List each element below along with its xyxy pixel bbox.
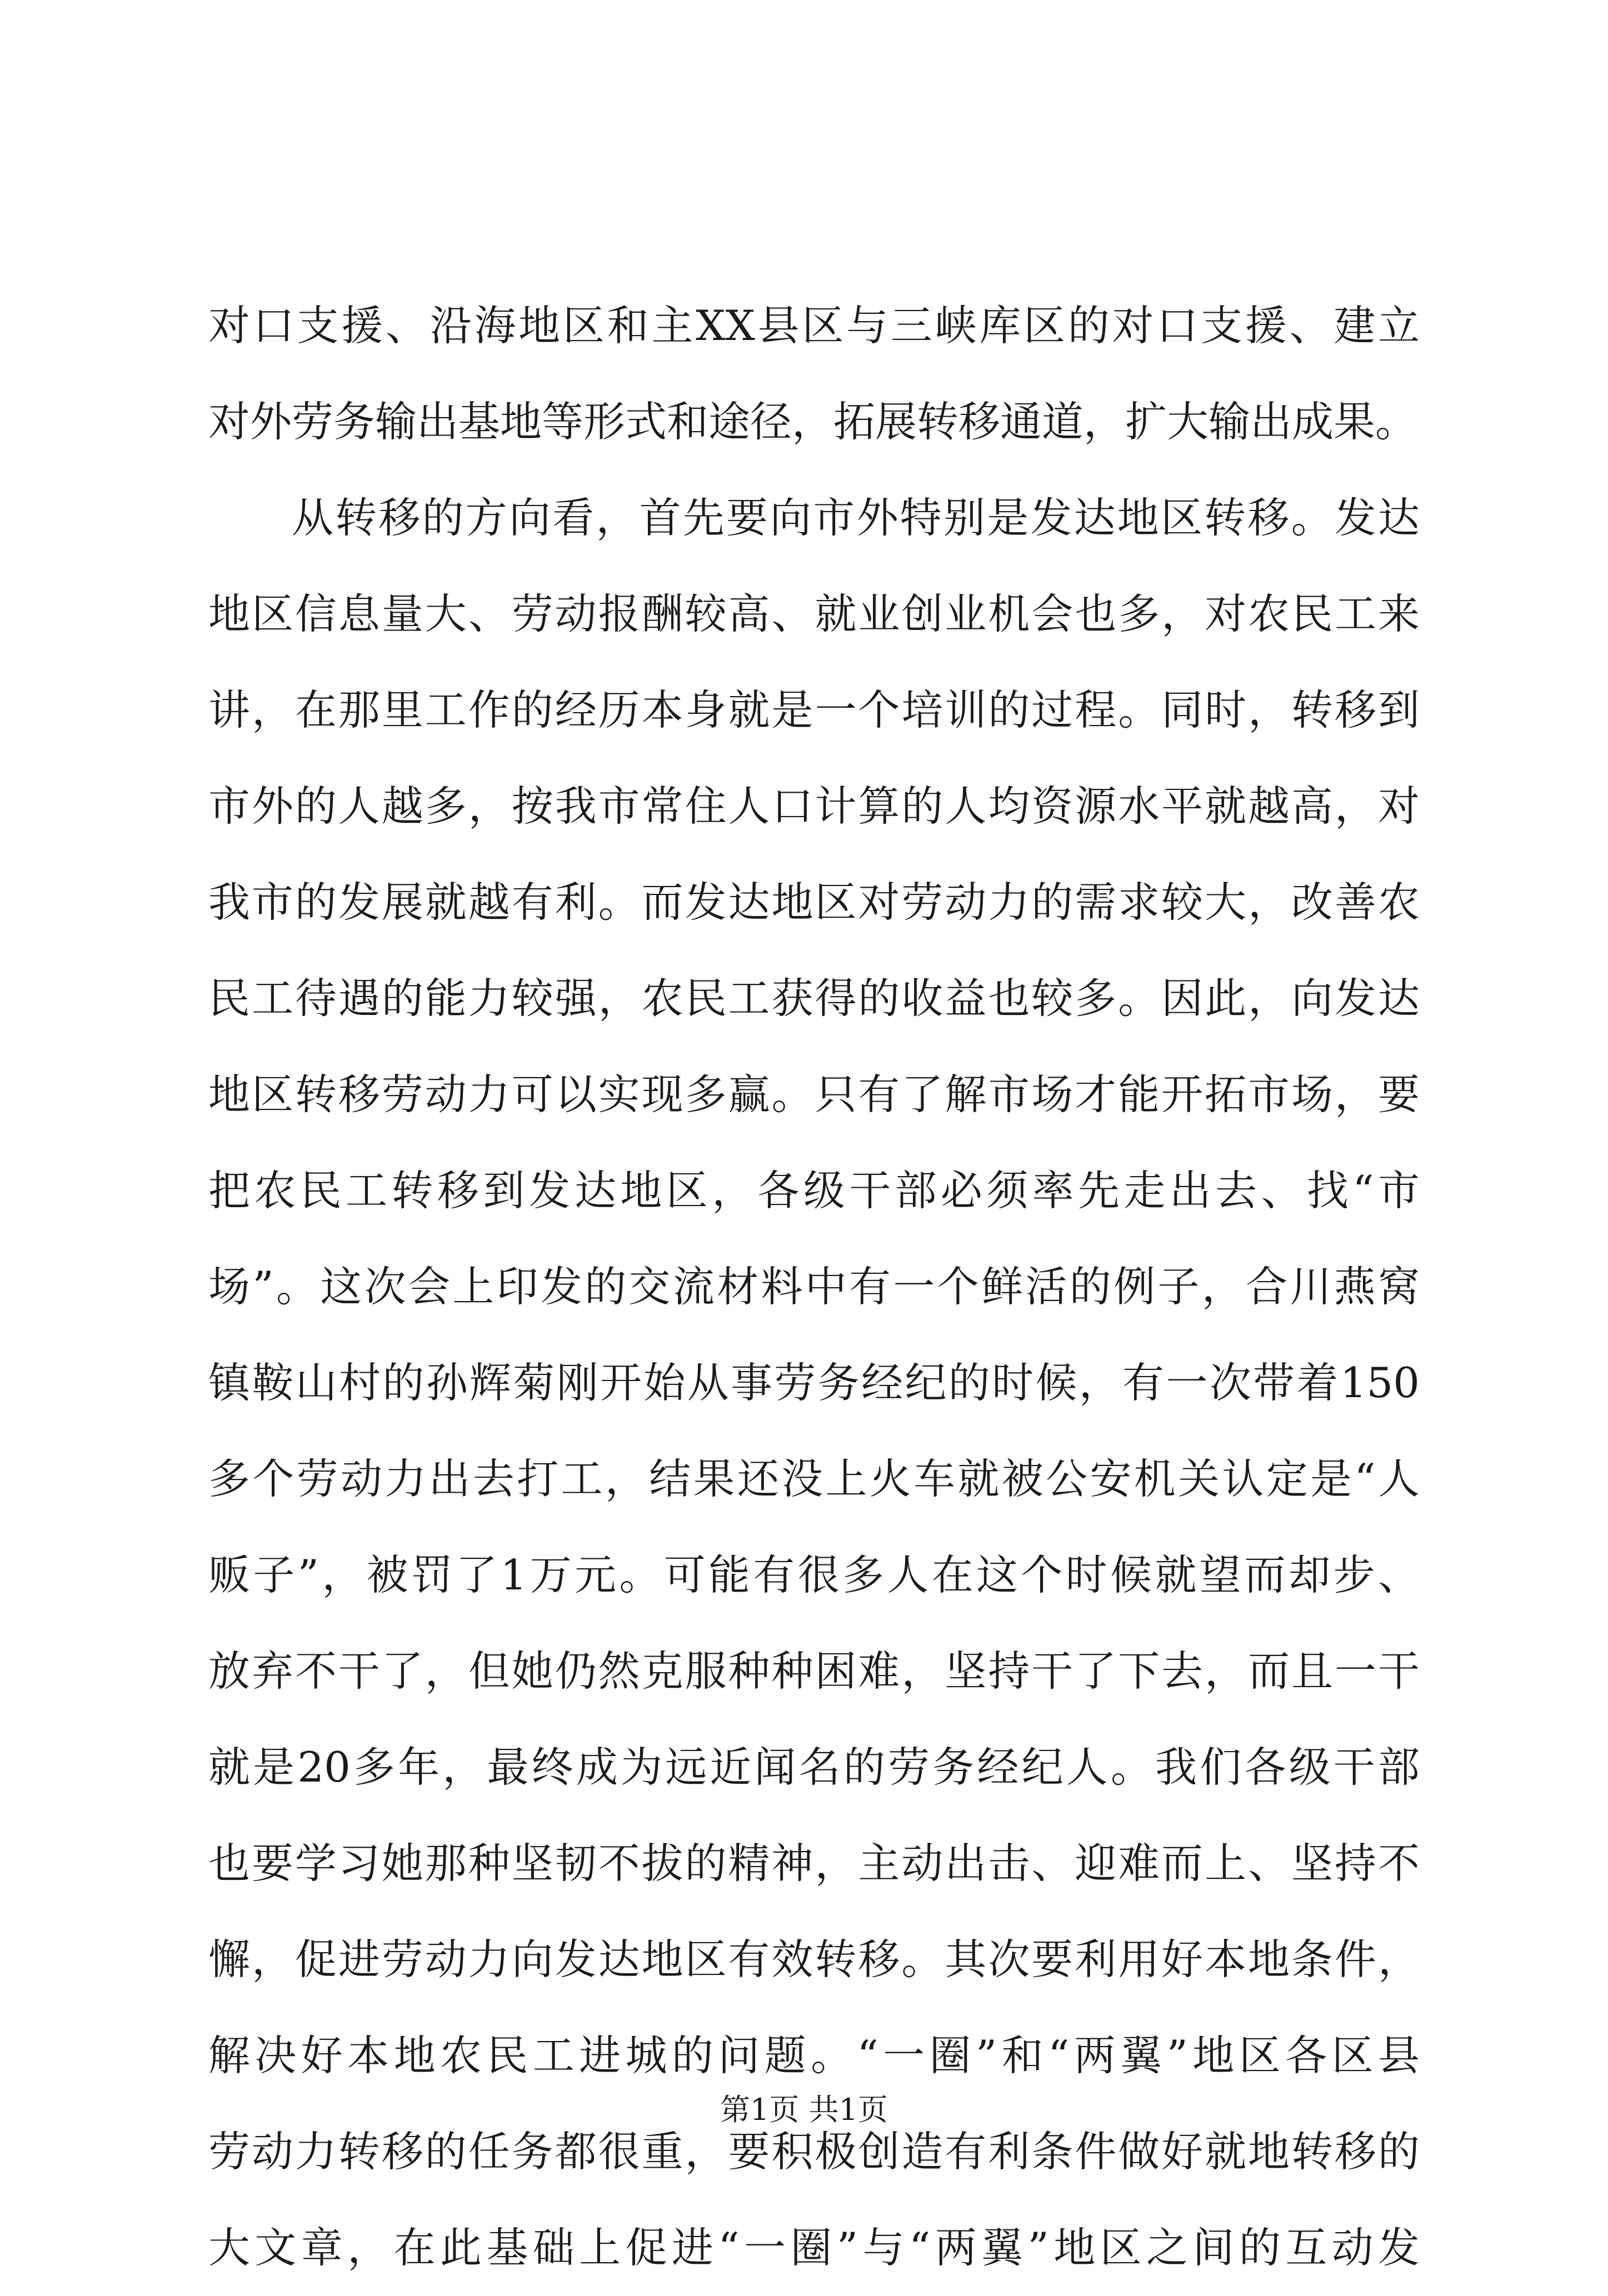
text-line: 多个劳动力出去打工，结果还没上火车就被公安机关认定是“人 (208, 1454, 1420, 1503)
text-line: 对口支援、沿海地区和主XX县区与三峡库区的对口支援、建立 (208, 301, 1420, 350)
text-line: 就是20多年，最终成为远近闻名的劳务经纪人。我们各级干部 (208, 1743, 1420, 1792)
text-line: 对外劳务输出基地等形式和途径，拓展转移通道，扩大输出成果。 (208, 397, 1417, 446)
text-line: 镇鞍山村的孙辉菊刚开始从事劳务经纪的时候，有一次带着150 (208, 1358, 1420, 1407)
page-number-label: 第1页 共1页 (720, 2092, 888, 2127)
text-line: 民工待遇的能力较强，农民工获得的收益也较多。因此，向发达 (208, 974, 1420, 1023)
text-line: 也要学习她那种坚韧不拔的精神，主动出击、迎难而上、坚持不 (208, 1839, 1420, 1888)
text-line: 我市的发展就越有利。而发达地区对劳动力的需求较大，改善农 (208, 878, 1420, 927)
page-footer (0, 2086, 1608, 2129)
text-line: 放弃不干了，但她仍然克服种种困难，坚持干了下去，而且一干 (208, 1647, 1420, 1695)
text-line: 讲，在那里工作的经历本身就是一个培训的过程。同时，转移到 (208, 686, 1420, 734)
text-line: 地区转移劳动力可以实现多赢。只有了解市场才能开拓市场，要 (208, 1070, 1420, 1119)
text-line: 贩子”，被罚了1万元。可能有很多人在这个时候就望而却步、 (208, 1550, 1420, 1599)
text-line: 场”。这次会上印发的交流材料中有一个鲜活的例子，合川燕窝 (208, 1262, 1420, 1311)
text-line: 大文章，在此基础上促进“一圈”与“两翼”地区之间的互动发 (208, 2223, 1420, 2272)
text-line: 懈，促进劳动力向发达地区有效转移。其次要利用好本地条件， (208, 1935, 1420, 1984)
text-line: 市外的人越多，按我市常住人口计算的人均资源水平就越高，对 (208, 782, 1420, 831)
text-line: 劳动力转移的任务都很重，要积极创造有利条件做好就地转移的 (208, 2127, 1420, 2176)
text-line: 地区信息量大、劳动报酬较高、就业创业机会也多，对农民工来 (208, 589, 1420, 638)
text-line: 把农民工转移到发达地区，各级干部必须率先走出去、找“市 (208, 1166, 1420, 1215)
text-line: 解决好本地农民工进城的问题。“一圈”和“两翼”地区各区县 (208, 2031, 1420, 2080)
body-text (208, 278, 1420, 2296)
text-line: 从转移的方向看，首先要向市外特别是发达地区转移。发达 (292, 493, 1420, 542)
